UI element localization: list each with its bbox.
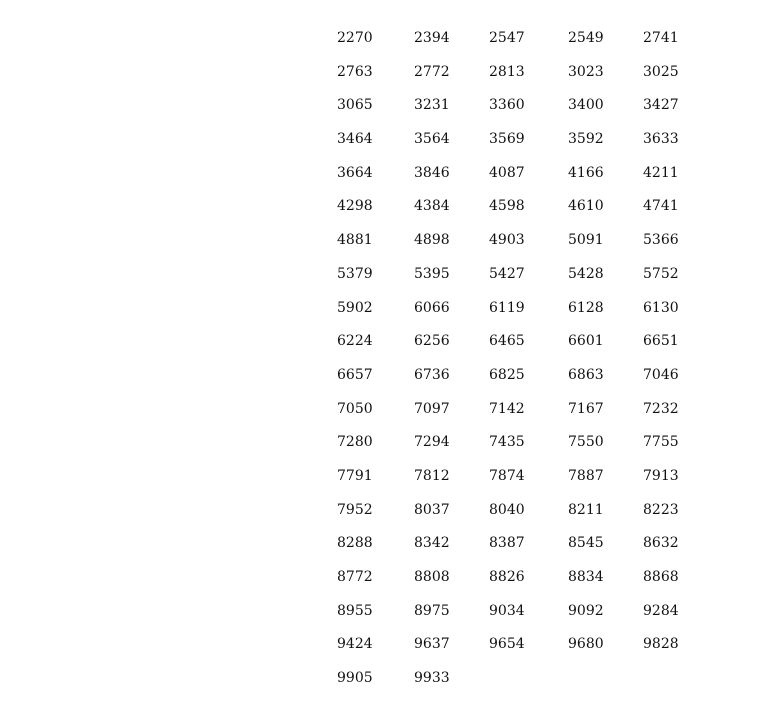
- table-cell: 2772: [414, 63, 450, 80]
- table-row: [337, 264, 703, 298]
- table-row: [337, 668, 703, 702]
- table-cell: 6256: [414, 333, 450, 350]
- table-cell: 9905: [337, 670, 373, 687]
- table-cell: 9284: [643, 602, 679, 619]
- table-cell: 8808: [414, 569, 450, 585]
- table-cell: 9680: [568, 636, 604, 653]
- table-cell: 9828: [643, 636, 679, 653]
- table-cell: 8834: [568, 569, 604, 585]
- table-row: [337, 399, 703, 433]
- table-cell: 5752: [643, 265, 679, 282]
- table-cell: 3025: [643, 63, 679, 80]
- table-cell: 6825: [489, 366, 525, 383]
- table-cell: 7952: [337, 501, 373, 518]
- table-cell: 7280: [337, 434, 373, 451]
- table-cell: 4211: [643, 164, 679, 181]
- table-cell: 6066: [414, 299, 450, 316]
- table-cell: 9424: [337, 636, 373, 653]
- number-table: [337, 28, 703, 702]
- table-cell: 5427: [489, 265, 525, 282]
- table-cell: 8975: [414, 602, 450, 619]
- table-cell: 3065: [337, 97, 373, 114]
- table-cell: 4298: [337, 198, 373, 215]
- table-cell: 8223: [643, 501, 679, 518]
- table-cell: 2763: [337, 63, 373, 80]
- table-cell: 8037: [414, 501, 450, 518]
- table-cell: 7046: [643, 366, 679, 383]
- table-cell: 7812: [414, 467, 450, 484]
- table-cell: 9654: [489, 636, 525, 653]
- table-cell: 3592: [568, 131, 604, 148]
- table-row: [337, 95, 703, 129]
- table-cell: 7232: [643, 400, 679, 417]
- table-cell: 6130: [643, 299, 679, 316]
- table-cell: 6863: [568, 366, 604, 383]
- table-cell: 9092: [568, 602, 604, 619]
- table-cell: 8868: [643, 569, 679, 585]
- table-cell: 7435: [489, 434, 525, 451]
- table-cell: 5428: [568, 265, 604, 282]
- table-row: [337, 196, 703, 230]
- table-row: [337, 365, 703, 399]
- table-row: [337, 634, 703, 668]
- table-cell: 4087: [489, 164, 525, 181]
- table-cell: 4898: [414, 232, 450, 249]
- table-cell: 8342: [414, 535, 450, 552]
- table-cell: 8211: [568, 501, 604, 518]
- table-cell: 8545: [568, 535, 604, 552]
- table-row: [337, 163, 703, 197]
- table-cell: 3633: [643, 131, 679, 148]
- table-row: [337, 230, 703, 264]
- table-cell: 7874: [489, 467, 525, 484]
- table-cell: 3664: [337, 164, 373, 181]
- table-row: [337, 500, 703, 534]
- table-cell: 3564: [414, 131, 450, 148]
- table-row: [337, 331, 703, 365]
- table-cell: 8955: [337, 602, 373, 619]
- table-cell: 6119: [489, 299, 525, 316]
- table-cell: 8826: [489, 569, 525, 585]
- table-cell: 4741: [643, 198, 679, 215]
- table-cell: 3023: [568, 63, 604, 80]
- table-cell: 7791: [337, 467, 373, 484]
- table-cell: 3464: [337, 131, 373, 148]
- table-row: [337, 567, 703, 601]
- table-cell: 7142: [489, 400, 525, 417]
- table-cell: 7167: [568, 400, 604, 417]
- table-cell: 3400: [568, 97, 604, 114]
- table-row: [337, 28, 703, 62]
- table-cell: 5091: [568, 232, 604, 249]
- table-row: [337, 466, 703, 500]
- table-row: [337, 601, 703, 635]
- table-cell: 7550: [568, 434, 604, 451]
- table-cell: 8040: [489, 501, 525, 518]
- table-cell: 4881: [337, 232, 373, 249]
- table-cell: 7913: [643, 467, 679, 484]
- table-cell: 2547: [489, 30, 525, 46]
- table-cell: 4610: [568, 198, 604, 215]
- table-cell: 7050: [337, 400, 373, 417]
- table-cell: 6657: [337, 366, 373, 383]
- table-cell: 2394: [414, 30, 450, 46]
- table-cell: 6128: [568, 299, 604, 316]
- table-cell: 5366: [643, 232, 679, 249]
- table-cell: 3846: [414, 164, 450, 181]
- table-cell: 2813: [489, 63, 525, 80]
- table-row: [337, 62, 703, 96]
- table-cell: 5379: [337, 265, 373, 282]
- table-row: [337, 533, 703, 567]
- table-cell: 6601: [568, 333, 604, 350]
- table-cell: 6465: [489, 333, 525, 350]
- table-cell: 6736: [414, 366, 450, 383]
- table-cell: 7294: [414, 434, 450, 451]
- table-cell: 9637: [414, 636, 450, 653]
- table-cell: 8772: [337, 569, 373, 585]
- table-cell: 9034: [489, 602, 525, 619]
- table-cell: 7755: [643, 434, 679, 451]
- table-row: [337, 432, 703, 466]
- table-cell: 2549: [568, 30, 604, 46]
- table-cell: 8632: [643, 535, 679, 552]
- table-cell: 2741: [643, 30, 679, 46]
- table-cell: 3360: [489, 97, 525, 114]
- table-cell: 6224: [337, 333, 373, 350]
- table-row: [337, 298, 703, 332]
- table-cell: 9933: [414, 670, 450, 687]
- table-cell: 4166: [568, 164, 604, 181]
- table-cell: 2270: [337, 30, 373, 46]
- table-cell: 4903: [489, 232, 525, 249]
- table-cell: 4384: [414, 198, 450, 215]
- table-cell: 8288: [337, 535, 373, 552]
- table-cell: 8387: [489, 535, 525, 552]
- table-row: [337, 129, 703, 163]
- table-cell: 3231: [414, 97, 450, 114]
- table-cell: 7887: [568, 467, 604, 484]
- table-cell: 5902: [337, 299, 373, 316]
- table-cell: 6651: [643, 333, 679, 350]
- table-cell: 4598: [489, 198, 525, 215]
- table-cell: 3427: [643, 97, 679, 114]
- table-cell: 7097: [414, 400, 450, 417]
- table-cell: 5395: [414, 265, 450, 282]
- table-cell: 3569: [489, 131, 525, 148]
